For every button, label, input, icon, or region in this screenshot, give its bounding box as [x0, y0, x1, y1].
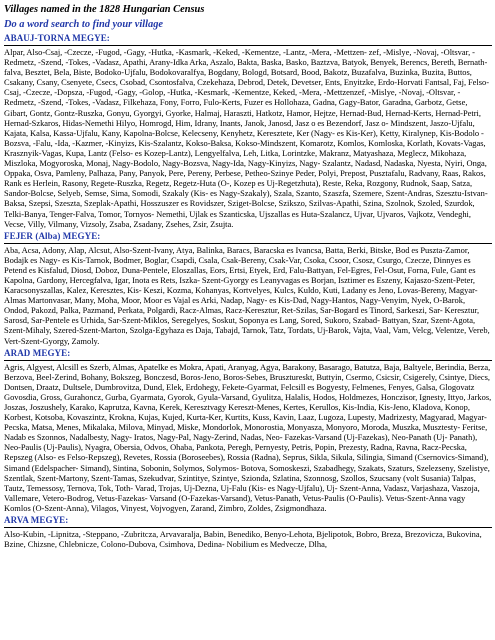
county-section-fejer: [4, 231, 492, 346]
county-heading: ARAD MEGYE:: [4, 347, 71, 358]
county-heading: ARVA MEGYE:: [4, 515, 69, 526]
document-page: [4, 4, 492, 551]
village-list: Alpar, Also-Csaj, -Czecze, -Fugod, -Gagy, -Hutka, -Kasmark, -Keked, -Kementze, -Lantz, -Mera, -Mettzen- zef, -Mislye, -Novaj, -Oltsvar, -Redmetz, -Szend, -Tokes, -Vadasz, Apathi, Arany-Idka Arka, Aszalo, Bakta, Baska, Basko, Baztzva, Batyok, Benyek, Berencs, Bereth, Bernath- falva, Besztet, Bela, Biste, Bodoko-Ujfalu, Bodokovaralfya, Bogdany, Bologd, Botsard, Bood, Bakotz, Buzafalva, Buzinka, Buzita, Buttos, Csakany, Csany, Csenyete, Csecs, Csobad, Csontosfalva, Czekehaza, Debrod, Detek, Devetser, Ents, Enyitzke, Erdo-Horvati Fantsal, Faj, Felso-Csaj, -Czecze, -Dopsza, -Fugod, -Gagy, -Golop, -Hutka, -Kesmark, -Kementze, Keked, -Mera, -Mettzenzef, -Mislye, -Novaj, -Oltsvar, -Redmetz, -Szend, -Tokes, -Vadasz, Filkehaza, Fony, Forro, Fulo-Kerts, Fuzer es Hollohaza, Gadna, Gagy-Bator, Garadna, Garbotz, Getse, Gibart, Gontz, Gontz-Ruszka, Gonyu, Gyorgyi, Gyorke, Halmaj, Haraszti, Hatkotz, Hamor, Hejtze, Hernad-Bud, Hernad-Kerts, Hernad-Petri, Hernad-Szkaros, Hidas-Nemethi Hilyo, Homrogd, Him, Idrany, Inants, Janok, Janosd, Jasz o es Bezendorf, Jasz o- Mindszent, Jaszo-Ujfalu, Kajata, Kalsa, Kassa-Ujfalu, Kany, Kapolna-Bolcse, Kelecseny, Kenyhetz, Keresztete, Ker (Nagy- es Kis-Ker), Ketty, Kiralynep, Kis-Bodolo -Bozsva, -Falu, -Ida, -Kazmer, -Kinyizs, Kis-Szalantz, Kokso-Baksa, Kokso-Mindszent, Komarotz, Komlos, Komloska, Korlath, Kovats-Vagas, Krasznyik-Vagas, Kupa, Lantz (Felso- es Kozep-Lantz), Lengyelfalva, Leh, Litka, Lorintzke, Makranz, Matyashaza, Meglecz, Mikohaza, Miszloka, Mogyoroska, Monaj, Nagy-Bodolo, Nagy-Bozsva, Nagy-Ida, Nagy-Kinyizs, Nagy- Szalantz, Nadasd, Nadaska, Nyesta, Nyiri, Onga, Oppaka, Osva, Pamleny, Palhaza, Pany, Panyok, Pere, Pereny, Perbese, Petheo-Szinye Peder, Polyi, Prepost, Pusztafalu, Radvany, Raas, Rakos, Rank es Herlein, Rasony, Regete-Ruszka, Regetz, Regetz-Huta (O-, Kozep es Uj-Regetzhuta), Reste, Reka, Rozgony, Rudnok, Saap, Satza, Sandor-Bolcse, Selyeb, Semse, Sima, Somodi, Szakaly (Kis- es Nagy-Szakaly), Szala, Szanto, Szaszfa, Szemere, Szent-Andras, Szesztu-Istvan-Baksa, Szepsi, Szeszta, Szeplak-Apathi, Hosszuszer es Rovidszer, Sziget-Bolcse, Szikszo, Szilvas-Apathi, Szina, Szolnok, Szoled, Szurdok, Telki-Banya, Tenger-Falva, Tomor, Tornyos- Nemethi, Ujlak es Szanticska, Ujszallas es Huta-Szalancz, Ujvar, Ujvaros, Vajkotz, Vendeghi, Vecse, Villy, Vilmany, Vizsoly, Zsaba, Zsadany, Zsehes, Zsir, Zsujta.: [4, 47, 490, 229]
divider: [4, 527, 492, 528]
county-section-abauj-torna: [4, 33, 492, 229]
county-heading: FEJER (Alba) MEGYE:: [4, 230, 101, 241]
county-heading: ABAUJ-TORNA MEGYE:: [4, 33, 110, 43]
document-title: Villages named in the 1828 Hungarian Census: [4, 4, 205, 15]
divider: [4, 360, 492, 361]
divider: [4, 45, 492, 46]
county-section-arad: [4, 348, 492, 513]
village-list: Also-Kubin, -Lipnitza, -Steppano, -Zubritcza, Arvavaralja, Babin, Benediko, Benyo-Lehota, Bjelipotok, Bobro, Breza, Brezovicza, Bukovina, Bzine, Chizsne, Chlebnicze, Colono-Dubova, Csimhova, Dedina- Nobilium es Medvecze, Dlha,: [4, 529, 482, 550]
county-section-arva: [4, 515, 492, 549]
village-list: Aba, Acsa, Adony, Alap, Alcsut, Also-Szent-Ivany, Atya, Balinka, Baracs, Baracska es Ivancsa, Batta, Berki, Bitske, Bod es Puszta-Zamor, Bodajk es Nagy- es Kis-Tarnok, Bodmer, Boglar, Csapdi, Csala, Csak-Bereny, Csak-Var, Csoka, Csoor, Csosz, Csurgo, Czecze, Dinnyes es Petend es Kisfalud, Diosd, Doboz, Duna-Pentele, Eloszallas, Eors, Ertsi, Etyek, Erd, Falu-Battyan, Fel-Egres, Fel-Osut, Forna, Fule, Gant es Kapolna, Gardony, Hercegfalva, Igar, Inota es Rets, Iszka- Szent-Gyorgy es Leanyvagas es Borjan, Isztimer es Eszeny, Kajaszo-Szent-Peter, Karacsonyszallas, Kalez, Keresztes, Kis- Keszi, Kozma, Kohanyas, Kortvelyes, Kulcs, Kuldo, Kuti, Ladany es Jeno, Lovas-Bereny, Magyar-Almas Martonvasar, Many, Moha, Moor, Moor es Vajal es Arki, Nadap, Nagy- es Kis-Dad, Nagy-Hantos, Nagy-Venyim, Nyek, O-Barok, Ondod, Pakozd, Palka, Pazmand, Perkata, Polgardi, Racz-Almas, Racz-Keresztur, Ret-Szilas, Sar-Bogard es Tinord, Sarkeszi, Sar- Keresztur, Sarosd, Sar-Pentele es Urhida, Sar-Szent-Miklos, Seregelyes, Soskut, Soponya es Lang, Sored, Sukoro, Szabad- Battyan, Szar, Szent-Agota, Szent-Mihaly, Szered-Szent-Marton, Szolga-Egyhaza es Daja, Tabajd, Tarnok, Tatz, Tordats, Uj-Barok, Vajta, Vaal, Vam, Velcg, Velentze, Vereb, Vert-Szent-Gyorgy, Zamoly.: [4, 244, 490, 346]
village-list: Agris, Algyest, Alcsill es Szerb, Almas, Apatelke es Mokra, Apati, Aranyag, Agya, Barakony, Basarago, Batutza, Baja, Baltyele, Berindia, Berza, Berzova, Beel-Zerind, Bohany, Bokszeg, Bonczesd, Boros-Jeno, Boros-Sebes, Brusztureskt, Buttyin, Csermo, Csicsir, Csigerely, Csintye, Diecs, Dontsen, Draatz, Dultsele, Dumbrovitza, Dund, Elek, Erdohegy, Fekete-Gyarmat, Felcsill es Bogyesty, Felmenes, Fenyes, Galsa, Glogovatz Govosdia, Gross, Gurahoncz, Gurba, Gyarmata, Gyorok, Gyula-Varsand, Gyulitza, Halalis, Hodos, Holdmezes, Honczisor, Ignesty, Ittyo, Jarkos, Joszas, Joszushely, Karako, Kaprutza, Kavna, Kerek, Keresztvagy Kereszt-Menes, Kertes, Kerullos, Kis-India, Kis-Jeno, Kladova, Konop, Korbest, Kotsoba, Kovaszintz, Krokna, Kujas, Kujed, Kurta-Ker, Kurtits, Kuss, Kavin, Laaz, Lugoza, Lupesty, Madrizesty, Magyarad, Magyar-Pecska, Matsa, Menes, Mikalaka, Milova, Minyad, Miske, Mondorlok, Monorostia, Monyasza, Monyoro, Moroda, Muszka, Musztesty- Feritse, Nadab es Szonnos, Nadalbesty, Nagy- Iratos, Nagy-Pal, Nagy-Zerind, Nadas, Neo- Fazekas-Varsand (Uj-Fazekas), Neo-Panath (Uj- Panath), Neo-Paulis (Uj-Paulis), Nyagra, Obersia, Odvos, Ohaba, Pankota, Peregh, Pernyesty, Petris, Popin, Prezesty, Radna, Ravna, Racz-Pecska, Repszeg (Also- es Felso-Repszeg), Revetes, Rossia (Boroseebes), Rossia (Radna), Seprus, Sikla, Sikula, Silingia, Simand (Csernovics-Simand), Simand (Edelspacher- Simand), Sintina, Sobonin, Solymos, Solymos- Botova, Somoskeszi, Szabadhegy, Szakats, Szaturs, Szelezseny, Szelistye, Szentlak, Szent-Martony, Szent-Tamas, Szekudvar, Szintitye, Szintye, Szionda, Szlatina, Szonnosg, Szollos, Szucsany (volt Susania) Talpas, Tautz, Temessosy, Ternova, Tok, Toth- Varad, Trojas, Uj-Dezna, Uj-Falu (Kis- es Nagy-Ujfalu), Uj- Szent-Anna, Vadasz, Varjashaza, Vaszoja, Vallemare, Vetero-Bodrog, Vetus-Fazekas- Varsand (O-Fazekas-Varsand), Vetus-Panath, Vetus-Paulis (O-Paulis). Vetus-Szent-Anna vagy Komlos (O-Szent-Anna), Vilagos, Vinyest, Vojvogyen, Zarand, Zimbro, Zoldes, Zsigmondhaza.: [4, 361, 492, 513]
divider: [4, 243, 492, 244]
document-subtitle: Do a word search to find your village: [4, 19, 164, 30]
